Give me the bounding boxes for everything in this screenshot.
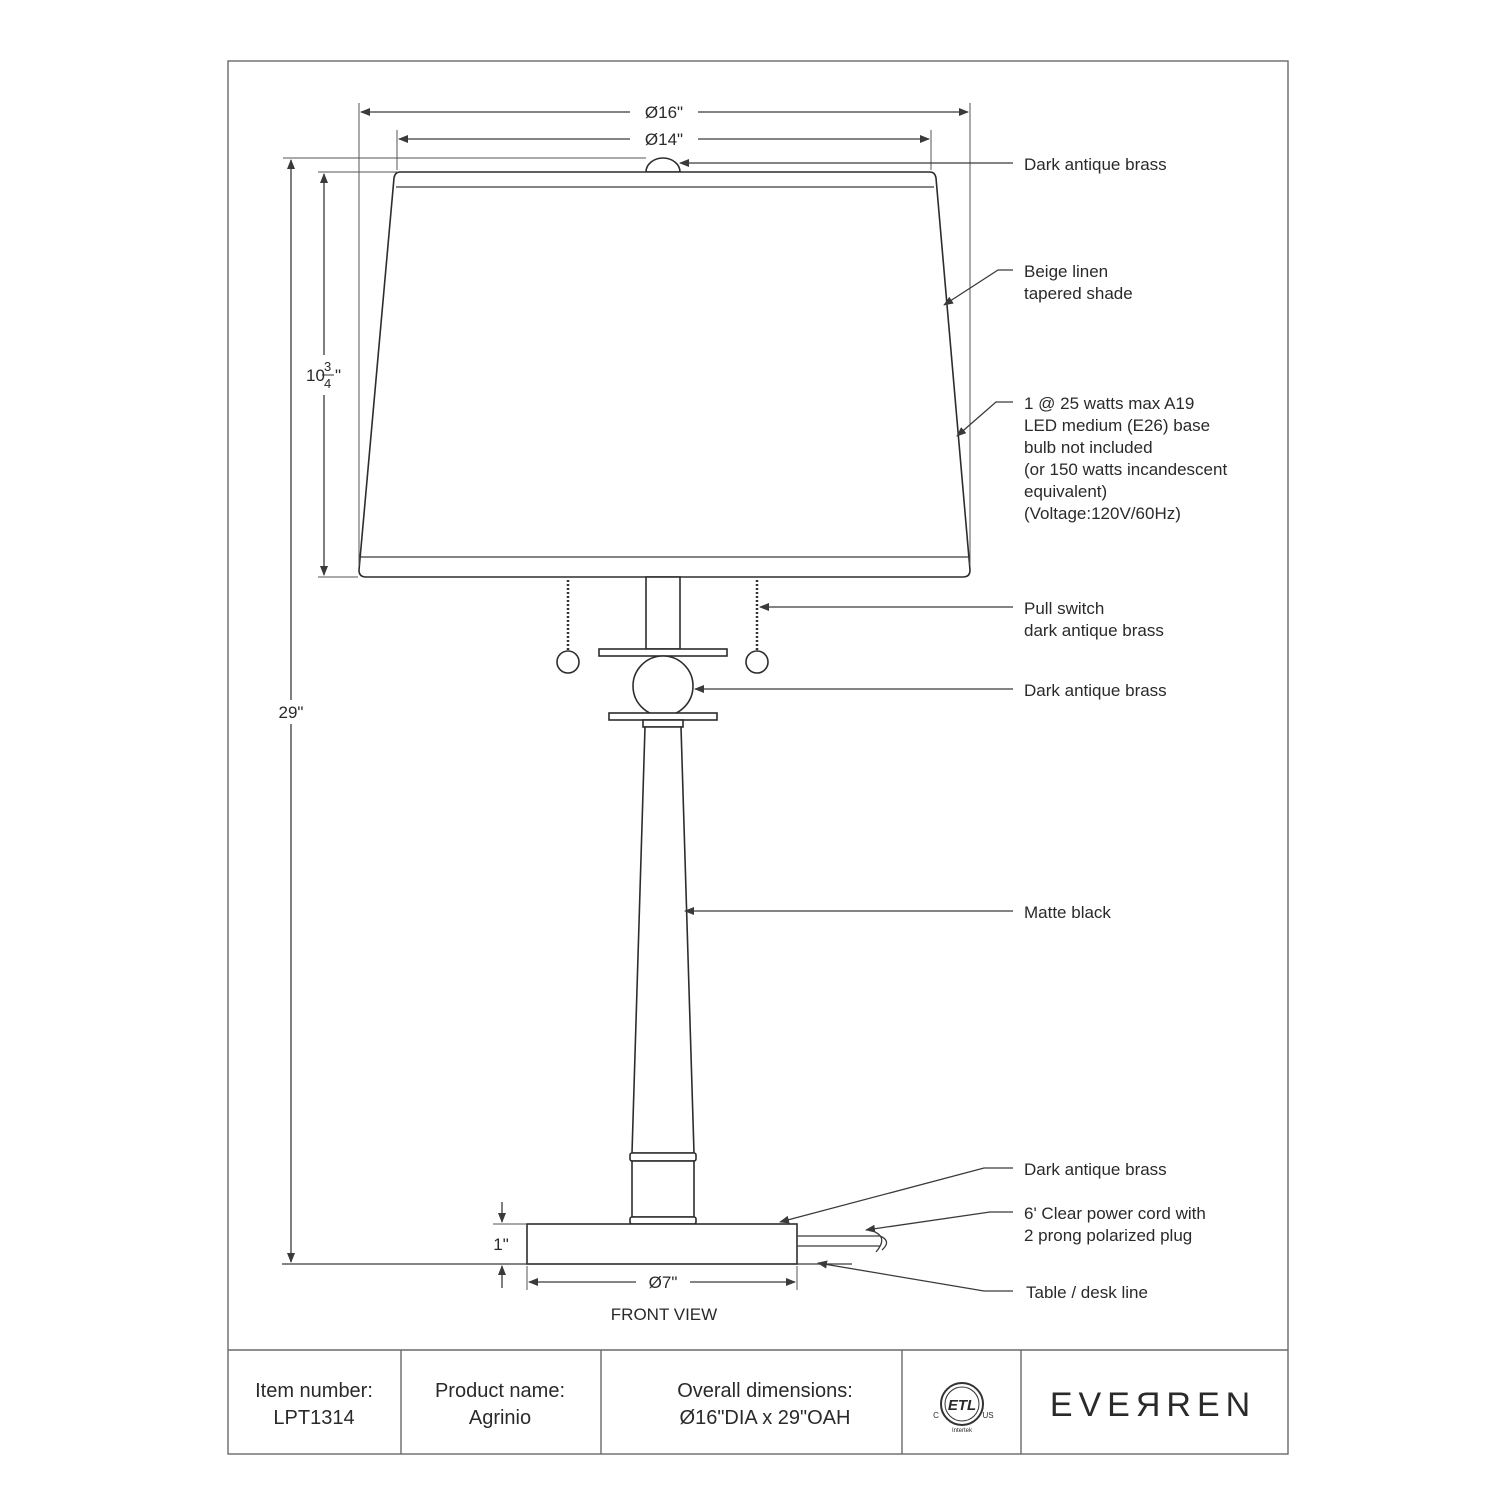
callout-bulb-3: bulb not included [1024, 438, 1153, 457]
dim-base-dia: Ø7" [648, 1273, 678, 1292]
product-name-label: Product name: [434, 1380, 566, 1402]
callout-bulb-2: LED medium (E26) base [1024, 416, 1211, 435]
upper-plate [599, 649, 727, 656]
callout-cord-1: 6' Clear power cord with [1024, 1204, 1206, 1223]
pull-chain-left [557, 580, 579, 673]
callout-pull-2: dark antique brass [1024, 621, 1164, 640]
lamp-body [632, 727, 694, 1153]
lamp-drawing [282, 158, 970, 1264]
dim-shade-bottom-dia: Ø16" [644, 103, 684, 122]
collar [643, 720, 683, 727]
callout-body: Matte black [1024, 903, 1111, 922]
callout-bulb-6: (Voltage:120V/60Hz) [1024, 504, 1181, 523]
callout-pull-1: Pull switch [1024, 599, 1105, 618]
overall-dimensions-value: Ø16"DIA x 29"OAH [679, 1407, 851, 1429]
item-number-value: LPT1314 [273, 1407, 355, 1429]
product-name-value: Agrinio [468, 1407, 532, 1429]
callout-bulb-1: 1 @ 25 watts max A19 [1024, 394, 1195, 413]
svg-text:ETL: ETL [947, 1397, 977, 1414]
callout-ball: Dark antique brass [1024, 681, 1167, 700]
footer [255, 1350, 1256, 1454]
power-cord [797, 1232, 887, 1252]
cert-us: US [982, 1411, 994, 1420]
overall-dimensions-label: Overall dimensions: [677, 1380, 853, 1402]
cert-c: C [933, 1411, 939, 1420]
lower-ring [630, 1217, 696, 1224]
brass-ring [630, 1153, 696, 1161]
finial [646, 158, 680, 172]
callout-table: Table / desk line [1026, 1283, 1148, 1302]
pull-chain-right [746, 580, 768, 673]
view-label: FRONT VIEW [610, 1305, 718, 1324]
brand-logo: EVEЯREN [1049, 1386, 1257, 1424]
callout-finial: Dark antique brass [1024, 155, 1167, 174]
callout-ring: Dark antique brass [1024, 1160, 1167, 1179]
dim-overall-height: 29" [278, 703, 304, 722]
callout-bulb-5: equivalent) [1024, 482, 1108, 501]
callout-bulb-4: (or 150 watts incandescent [1024, 460, 1228, 479]
item-number-label: Item number: [255, 1380, 373, 1402]
lower-column [632, 1161, 694, 1217]
dim-shade-height-unit: " [335, 366, 342, 385]
dim-shade-height-num: 3 [324, 359, 332, 374]
lamp-shade [359, 172, 970, 577]
dim-shade-top-dia: Ø14" [644, 130, 684, 149]
lower-plate [609, 713, 717, 720]
dim-shade-height-whole: 10 [306, 366, 325, 385]
dim-base-height: 1" [493, 1235, 509, 1254]
etl-certification-icon [933, 1383, 993, 1434]
callout-shade-2: tapered shade [1024, 284, 1133, 303]
callout-cord-2: 2 prong polarized plug [1024, 1226, 1193, 1245]
lamp-base [527, 1224, 797, 1264]
upper-stem [646, 577, 680, 649]
dim-shade-height-den: 4 [324, 376, 332, 391]
callout-shade-1: Beige linen [1024, 262, 1109, 281]
brass-ball [633, 656, 693, 716]
cert-name: Intertek [951, 1428, 973, 1434]
